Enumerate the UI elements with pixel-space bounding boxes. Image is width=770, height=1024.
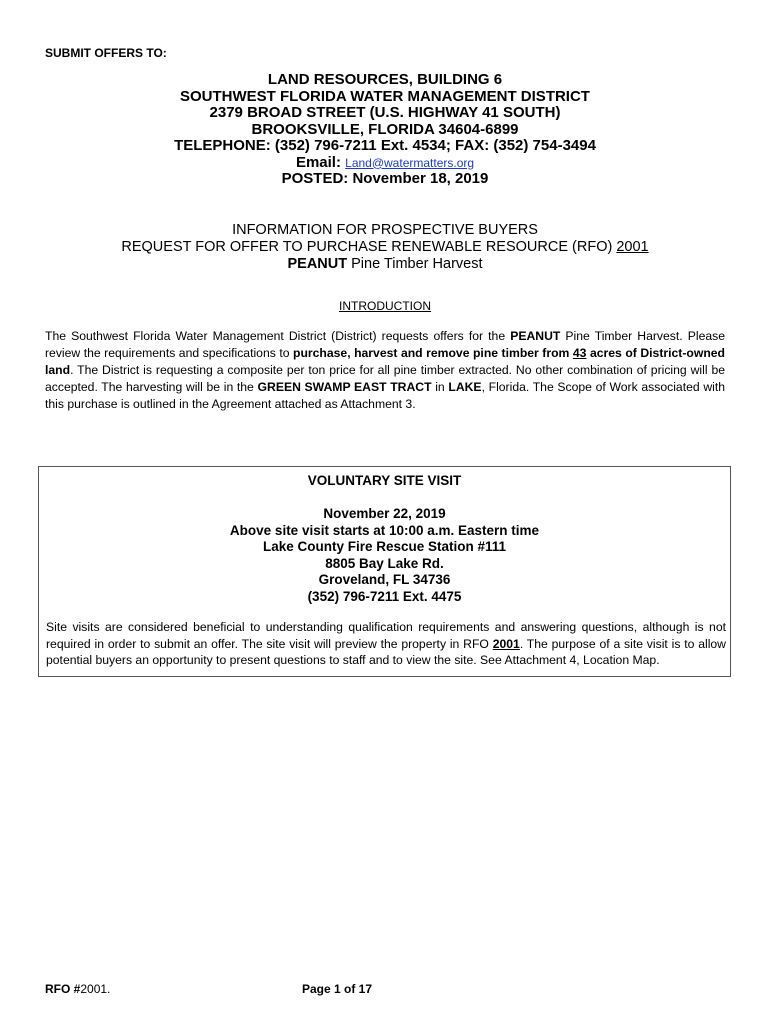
introduction-paragraph [45,328,725,413]
info-title-line2-text: REQUEST FOR OFFER TO PURCHASE RENEWABLE RESOURCE (RFO) [121,239,617,255]
intro-county: LAKE [448,380,482,394]
intro-text-5: , Florida. The Scope of Work associated with this purchase is outlined in the Agreement attached as Attachment 3. [45,380,725,411]
site-visit-date: November 22, 2019 [323,506,446,521]
info-title-line3 [0,256,770,273]
intro-text-1: The Southwest Florida Water Management District (District) requests offers for the [45,329,511,343]
intro-text-4: in [431,380,449,394]
footer-rfo-prefix: RFO # [45,982,81,996]
intro-tract-name: GREEN SWAMP EAST TRACT [257,380,432,394]
visit-rfo-number: 2001 [492,636,520,651]
site-visit-paragraph [46,619,726,669]
email-link[interactable]: Land@watermatters.org [345,155,475,170]
header-line-district: SOUTHWEST FLORIDA WATER MANAGEMENT DISTRICT [180,87,590,105]
submit-offers-label: SUBMIT OFFERS TO: [45,46,167,60]
site-visit-street: 8805 Bay Lake Rd. [325,555,444,571]
site-visit-details [39,506,730,605]
intro-text-3: . The District is requesting a composite per ton price for all pine timber extracted. No other combination of pricing will be accepted. The harvesting will be in the [45,363,725,394]
info-title-block [0,222,770,273]
project-name: PEANUT [287,256,348,272]
site-visit-time: Above site visit starts at 10:00 a.m. Eastern time [229,522,540,538]
header-line-city: BROOKSVILLE, FLORIDA 34604-6899 [251,120,519,138]
address-header [0,72,770,188]
introduction-heading: INTRODUCTION [339,299,431,313]
email-label: Email: [295,153,341,171]
footer-rfo-value: 2001. [80,982,111,996]
site-visit-location: Lake County Fire Rescue Station #111 [262,539,507,554]
header-line-telephone: TELEPHONE: (352) 796-7211 Ext. 4534; FAX: (352) 754-3494 [174,137,596,154]
site-visit-phone: (352) 796-7211 Ext. 4475 [307,588,462,604]
intro-text-2: Pine Timber Harvest. Please review the requirements and specifications to [45,329,726,360]
visit-text-1: Site visits are considered beneficial to understanding qualification requirements and answering questions, although is not required in order to submit an offer. The site visit will preview the property in RFO [46,620,726,651]
header-line-street: 2379 BROAD STREET (U.S. HIGHWAY 41 SOUTH) [209,104,561,121]
intro-bold-purchase: purchase, harvest and remove pine timber from [293,346,573,360]
site-visit-city: Groveland, FL 34736 [318,572,451,587]
intro-project-name: PEANUT [510,329,561,343]
header-line-email [0,155,770,172]
site-visit-title: VOLUNTARY SITE VISIT [307,473,462,488]
header-line-building: LAND RESOURCES, BUILDING 6 [267,71,503,88]
rfo-number: 2001 [616,239,649,255]
posted-date: POSTED: November 18, 2019 [281,170,489,187]
footer-rfo [45,982,110,996]
intro-bold-land: acres of District-owned land [45,346,725,377]
project-suffix: Pine Timber Harvest [347,256,483,272]
visit-text-2: . The purpose of a site visit is to allow potential buyers an opportunity to present questions to staff and to view the site. See Attachment 4, Location Map. [46,636,726,667]
footer-page-number: Page 1 of 17 [302,982,373,996]
site-visit-box [38,466,731,677]
info-title-line1: INFORMATION FOR PROSPECTIVE BUYERS [232,222,538,238]
intro-acres: 43 [572,346,587,360]
info-title-line2 [0,239,770,256]
